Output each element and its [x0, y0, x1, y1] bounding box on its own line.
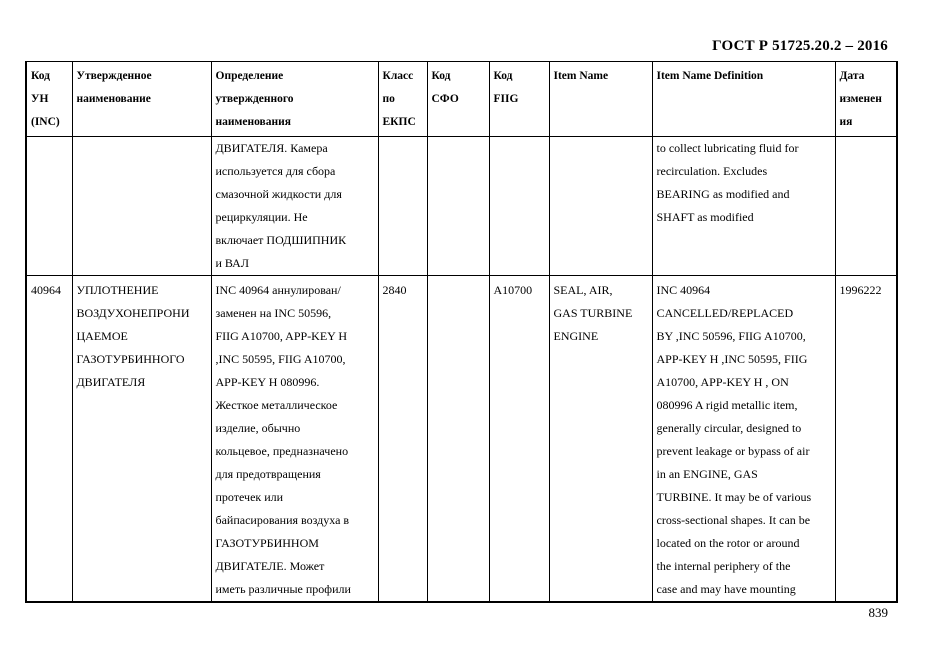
cell-text-line: ,INC 50595, FIIG A10700,: [215, 352, 346, 366]
cell-text-line: TURBINE. It may be of various: [656, 490, 812, 504]
cell-class: [378, 137, 427, 276]
cell-text-line: INC 40964: [656, 283, 711, 297]
cell-text-line: Item Name Definition: [656, 70, 764, 82]
cell-text-line: Определение: [215, 70, 284, 82]
cell-text-line: изделие, обычно: [215, 421, 301, 435]
header-row: [26, 62, 897, 137]
cell-text-line: in an ENGINE, GAS: [656, 467, 758, 481]
cell-text-line: to collect lubricating fluid for: [656, 141, 799, 155]
catalog-table: [25, 61, 898, 603]
cell-text-line: ЦАЕМОЕ: [76, 329, 128, 343]
cell-text-line: кольцевое, предназначено: [215, 444, 349, 458]
header-sfo: [427, 62, 489, 137]
cell-approved-name: [72, 276, 211, 603]
cell-text-line: для предотвращения: [215, 467, 321, 481]
cell-text-line: ДВИГАТЕЛЯ. Камера: [215, 141, 328, 155]
page-number: 839: [868, 605, 888, 620]
cell-text-line: prevent leakage or bypass of air: [656, 444, 810, 458]
cell-text-line: APP-KEY H ,INC 50595, FIIG: [656, 352, 808, 366]
table-row: [26, 276, 897, 603]
header-change-date: [835, 62, 897, 137]
cell-class: 2840: [378, 276, 427, 603]
cell-text-line: и ВАЛ: [215, 256, 249, 270]
cell-text-line: A10700, APP-KEY H , ON: [656, 375, 789, 389]
cell-text-line: иметь различные профили: [215, 582, 351, 596]
cell-change-date: [835, 137, 897, 276]
cell-text-line: ДВИГАТЕЛЕ. Может: [215, 559, 325, 573]
cell-text-line: located on the rotor or around: [656, 536, 800, 550]
cell-text-line: ВОЗДУХОНЕПРОНИ: [76, 306, 190, 320]
cell-text-line: наименование: [76, 93, 151, 105]
cell-text-line: используется для сбора: [215, 164, 336, 178]
cell-text-line: FIIG: [493, 93, 519, 105]
cell-sfo: [427, 137, 489, 276]
cell-text-line: смазочной жидкости для: [215, 187, 342, 201]
cell-definition: [211, 137, 378, 276]
cell-text-line: Утвержденное: [76, 70, 152, 82]
cell-text-line: case and may have mounting: [656, 582, 796, 596]
cell-definition: [211, 276, 378, 603]
standard-designation: ГОСТ Р 51725.20.2 – 2016: [712, 38, 888, 54]
cell-text-line: протечек или: [215, 490, 284, 504]
cell-text-line: INC 40964 аннулирован/: [215, 283, 341, 297]
cell-item-name-definition: [652, 276, 835, 603]
cell-text-line: ДВИГАТЕЛЯ: [76, 375, 146, 389]
cell-text-line: GAS TURBINE: [553, 306, 633, 320]
cell-text-line: generally circular, designed to: [656, 421, 802, 435]
cell-text-line: recirculation. Excludes: [656, 164, 768, 178]
cell-approved-name: [72, 137, 211, 276]
header-class: [378, 62, 427, 137]
cell-text-line: CANCELLED/REPLACED: [656, 306, 794, 320]
header-approved-name: [72, 62, 211, 137]
cell-text-line: SEAL, AIR,: [553, 283, 613, 297]
cell-text-line: FIIG A10700, APP-KEY H: [215, 329, 348, 343]
cell-text-line: байпасирования воздуха в: [215, 513, 350, 527]
cell-text-line: ГАЗОТУРБИННОГО: [76, 352, 185, 366]
cell-fiig: [489, 137, 549, 276]
cell-text-line: 080996 A rigid metallic item,: [656, 398, 798, 412]
cell-text-line: Item Name: [553, 70, 609, 82]
header-inc: [26, 62, 72, 137]
cell-text-line: BEARING as modified and: [656, 187, 790, 201]
cell-change-date: 1996222: [835, 276, 897, 603]
cell-text-line: Код: [31, 70, 51, 82]
cell-text-line: Код: [493, 70, 513, 82]
cell-sfo: [427, 276, 489, 603]
header-fiig: [489, 62, 549, 137]
cell-text-line: ЕКПС: [382, 116, 416, 128]
cell-text-line: изменен: [839, 93, 882, 105]
cell-text-line: ГАЗОТУРБИННОМ: [215, 536, 319, 550]
cell-text-line: Класс: [382, 70, 414, 82]
cell-text-line: cross-sectional shapes. It can be: [656, 513, 811, 527]
cell-text-line: SHAFT as modified: [656, 210, 754, 224]
cell-text-line: рециркуляции. Не: [215, 210, 308, 224]
cell-item-name-definition: [652, 137, 835, 276]
cell-text-line: наименования: [215, 116, 291, 128]
cell-text-line: по: [382, 93, 395, 105]
cell-text-line: ENGINE: [553, 329, 599, 343]
cell-text-line: утвержденного: [215, 93, 294, 105]
cell-item-name: [549, 137, 652, 276]
cell-text-line: УН: [31, 93, 49, 105]
cell-item-name: [549, 276, 652, 603]
cell-text-line: BY ,INC 50596, FIIG A10700,: [656, 329, 806, 343]
cell-text-line: СФО: [431, 93, 459, 105]
cell-text-line: the internal periphery of the: [656, 559, 791, 573]
cell-text-line: Жесткое металлическое: [215, 398, 338, 412]
cell-text-line: (INC): [31, 116, 60, 128]
table-row: [26, 137, 897, 276]
header-item-name: [549, 62, 652, 137]
cell-text-line: Дата: [839, 70, 865, 82]
cell-text-line: APP-KEY H 080996.: [215, 375, 320, 389]
cell-text-line: включает ПОДШИПНИК: [215, 233, 347, 247]
cell-fiig: A10700: [489, 276, 549, 603]
cell-inc: [26, 137, 72, 276]
cell-text-line: заменен на INC 50596,: [215, 306, 332, 320]
header-definition: [211, 62, 378, 137]
cell-text-line: ия: [839, 116, 853, 128]
header-item-name-definition: [652, 62, 835, 137]
cell-inc: 40964: [26, 276, 72, 603]
cell-text-line: Код: [431, 70, 451, 82]
cell-text-line: УПЛОТНЕНИЕ: [76, 283, 159, 297]
